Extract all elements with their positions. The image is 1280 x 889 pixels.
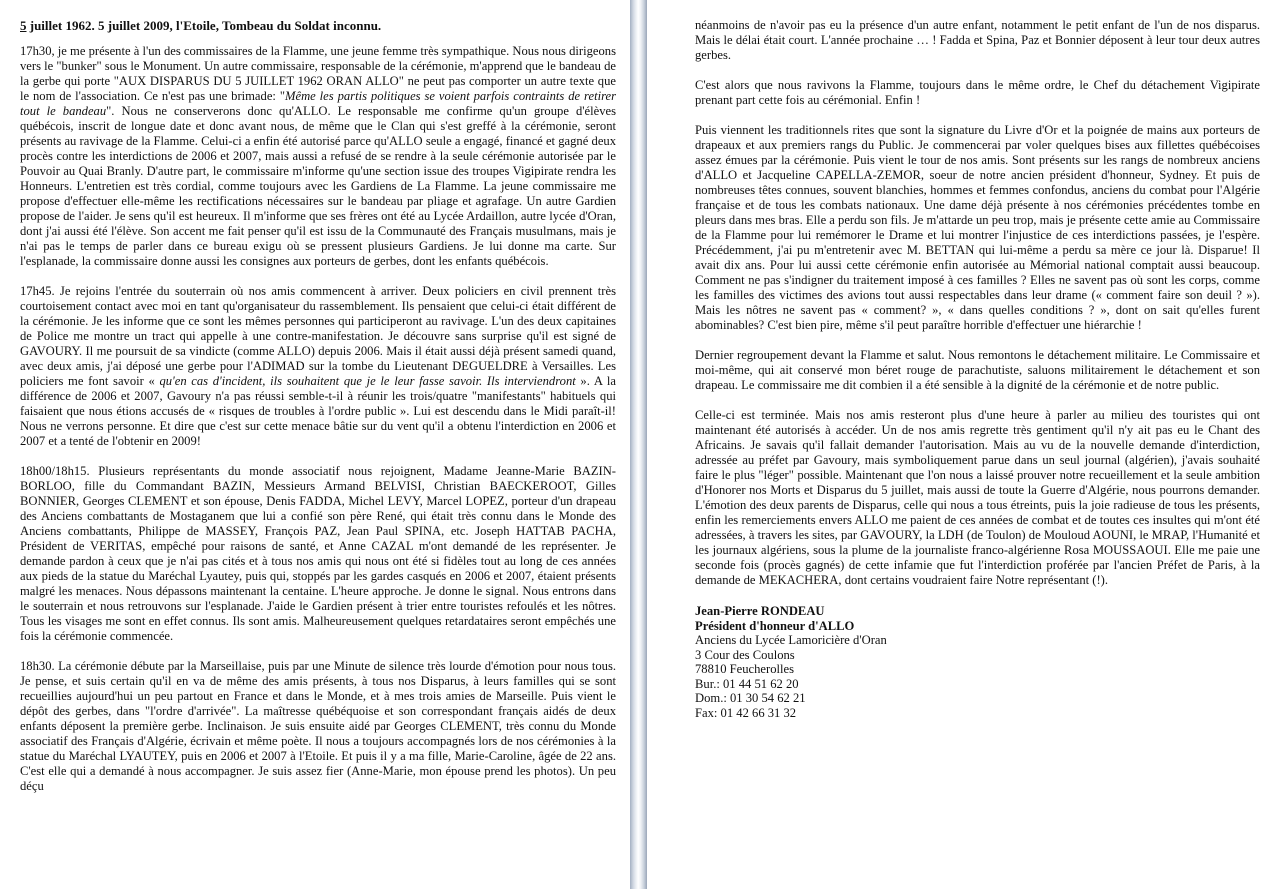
signature-line: 78810 Feucherolles bbox=[695, 662, 794, 676]
signature-line: Fax: 01 42 66 31 32 bbox=[695, 705, 797, 720]
left-paragraph-4 bbox=[20, 659, 616, 794]
italic-quote: qu'en cas d'incident, ils souhaitent que je le leur fasse savoir. Ils interviendront bbox=[159, 374, 576, 388]
signature-line: Bur.: 01 44 51 62 20 bbox=[695, 676, 799, 691]
paragraph-text: ». A la différence de 2006 et 2007, Gavoury n'a pas réussi semble-t-il à réunir les trois/quatre "manifestants" habituels qui faisaient que nous étions accusés de « risques de troubles à l'ordre public ». Lui est descendu dans le Midi paraît-il! Nous ne verrons personne. Et dire que c'est sur cette menace bâtie sur du vent qu'il a obtenu l'interdiction en 2006 et 2007 et a tenté de l'obtenir en 2009! bbox=[20, 374, 616, 448]
paragraph-text: Dernier regroupement devant la Flamme et salut. Nous remontons le détachement militaire. Le Commissaire et moi-même, qui ait conservé mon béret rouge de parachutiste, saluons militairement le détachement et son drapeau. Le commissaire me dit combien il a été sensible à la dignité de la cérémonie et de notre public. bbox=[695, 348, 1260, 392]
paragraph-text: 18h00/18h15. Plusieurs représentants du monde associatif nous rejoignent, Madame Jeanne-Marie BAZIN-BORLOO, fille du Commandant BAZIN, Messieurs Armand BELVISI, Christian BAECKEROOT, Gilles BONNIER, Georges CLEMENT et son épouse, Denis FADDA, Michel LEVY, Marcel LOPEZ, porteur d'un drapeau des Anciens combattants de Mostaganem que lui a confié son père René, qui était très connu dans le Monde des Anciens combattants, Philippe de MASSEY, François PAZ, Jean Paul SPINA, etc. Joseph HATTAB PACHA, Président de VERITAS, empêché pour raisons de santé, et Anne CAZAL m'ont demandé de les représenter. Je demande pardon à ceux que je n'ai pas cités et à tous nos amis qui nous ont été si fidèles tout au long de ces années aux pieds de la statue du Maréchal Lyautey, puis qui, stoppés par les gardes casqués en 2006 et 2007, étaient présents malgré les menaces. Nous dépassons maintenant la centaine. L'heure approche. Je donne le signal. Nous entrons dans le souterrain et nous retrouvons sur l'esplanade. J'aide le Gardien présent à trier entre touristes refoulés et les nôtres. Tous les visages me sont en effet connus. Ils sont amis. Malheureusement quelques retardataires seront empêchés une fois la cérémonie commencée. bbox=[20, 464, 616, 643]
paragraph-text: 17h30, je me présente à l'un des commissaires de la Flamme, une jeune femme très sympathique. Nous nous dirigeons vers le "bunker" sous le Monument. Un autre commissaire, responsable de la cérémonie, m'apprend que le bandeau de la gerbe qui porte "AUX DISPARUS DU 5 JUILLET 1962 ORAN ALLO" ne peut pas comporter un autre texte que le nom de l'association. Ce n'est pas une brimade: " bbox=[20, 44, 616, 103]
title-rest: juillet 1962. 5 juillet 2009, l'Etoile, Tombeau du Soldat inconnu. bbox=[26, 18, 382, 33]
document-title bbox=[20, 18, 616, 33]
paragraph-text: 17h45. Je rejoins l'entrée du souterrain où nos amis commencent à arriver. Deux policiers en civil prennent très courtoisement contact avec moi en tant qu'organisateur du rassemblement. Ils pensaient que celui-ci était différent de la cérémonie. Je les informe que ce sont les mêmes personnes qui participeront au ravivage. L'un des deux capitaines de Police me montre un tract qui appelle à une contre-manifestation. Je découvre sans surprise qu'il est signé de GAVOURY. Il me poursuit de sa vindicte (comme ALLO) depuis 2006. Mais il était aussi déjà présent samedi quand, avec deux amis, j'ai déposé une gerbe pour l'ADIMAD sur la tombe du Lieutenant DEGUELDRE à Versailles. Les policiers me font savoir « bbox=[20, 284, 616, 388]
left-page bbox=[0, 0, 630, 889]
right-paragraph-5 bbox=[695, 408, 1260, 588]
left-paragraph-3 bbox=[20, 464, 616, 644]
signature-name: Jean-Pierre RONDEAU bbox=[695, 604, 825, 618]
left-page-body bbox=[20, 44, 616, 794]
paragraph-text: ". Nous ne conserverons donc qu'ALLO. Le responsable me confirme qu'un groupe d'élèves québécois, inscrit de longue date et donc avant nous, de même que le Clan qui s'est greffé à la cérémonie, seront présents au ravivage de la Flamme. Celui-ci a enfin été autorisé parce qu'ALLO seule a engagé, financé et gagné deux procès contre les interdictions de 2006 et 2007, mais aussi a refusé de se rendre à la seule cérémonie autorisée par le Pouvoir au Quai Branly. D'autre part, le commissaire m'informe qu'une section issue des troupes Vigipirate rendra les Honneurs. L'entretien est très cordial, comme toujours avec les Gardiens de La Flamme. La jeune commissaire me propose d'effectuer elle-même les rectifications nécessaires sur le bandeau par pliage et agrafage. Un autre Gardien propose de l'aider. Je sens qu'il est heureux. Il m'informe que ses frères ont été au Lycée Ardaillon, autre lycée d'Oran, dont j'ai aussi été l'élève. Son accent me fait penser qu'il est issu de la Communauté des Français musulmans, mais je n'ai pas le temps de parler dans ce bureau exigu où se pressent plusieurs Gardiens. Je lui donne ma carte. Sur l'esplanade, la commissaire donne aussi les consignes aux porteurs de gerbes, dont les enfants québécois. bbox=[20, 104, 616, 268]
signature-line: Anciens du Lycée Lamoricière d'Oran bbox=[695, 633, 887, 647]
paragraph-text: C'est alors que nous ravivons la Flamme, toujours dans le même ordre, le Chef du détachement Vigipirate prenant part cette fois au cérémonial. Enfin ! bbox=[695, 78, 1260, 107]
left-paragraph-1 bbox=[20, 44, 616, 269]
right-paragraph-4 bbox=[695, 348, 1260, 393]
signature-role: Président d'honneur d'ALLO bbox=[695, 618, 855, 633]
left-paragraph-2 bbox=[20, 284, 616, 449]
signature-line: 3 Cour des Coulons bbox=[695, 647, 795, 662]
right-paragraph-3 bbox=[695, 123, 1260, 333]
right-page-body bbox=[695, 18, 1260, 588]
right-paragraph-1 bbox=[695, 18, 1260, 63]
signature-line: Dom.: 01 30 54 62 21 bbox=[695, 691, 806, 705]
title-first-char: 5 bbox=[20, 18, 27, 33]
paragraph-text: néanmoins de n'avoir pas eu la présence d'un autre enfant, notamment le petit enfant de l'un de nos disparus. Mais le délai était court. L'année prochaine … ! Fadda et Spina, Paz et Bonnier déposent à leur tour deux autres gerbes. bbox=[695, 18, 1260, 62]
right-page bbox=[647, 0, 1280, 889]
right-paragraph-2 bbox=[695, 78, 1260, 108]
page-divider bbox=[630, 0, 647, 889]
paragraph-text: Puis viennent les traditionnels rites que sont la signature du Livre d'Or et la poignée de mains aux porteurs de drapeaux et aux premiers rangs du Public. Je commencerai par voler quelques bises aux fillettes québécoises assez émues par la cérémonie. Puis vient le tour de nos amis. Sont présents sur les rangs de nombreux anciens d'ALLO et Jacqueline CAPELLA-ZEMOR, soeur de notre ancien président d'honneur, Sydney. Et puis de nombreuses têtes connues, souvent blanchies, hommes et femmes confondus, anciens du combat pour l'Algérie française et de tous les combats nationaux. Une dame déjà présente à nos cérémonies précédentes tombe en pleurs dans mes bras. Elle a perdu son fils. Je m'attarde un peu trop, mais je présente cette amie au Commissaire de la Flamme pour lui remémorer le Drame et lui montrer l'injustice de ces interdictions passées, je l'espère. Précédemment, j'ai pu m'entretenir avec M. BETTAN qui lui-même a perdu sa mère ce jour là. Disparue! Il avait dix ans. Pour lui aussi cette cérémonie enfin autorisée au Mémorial national comptait aussi beaucoup. Comment ne pas s'indigner du traitement imposé à ces familles ? Elles ne savent pas où sont les corps, comme les familles des victimes des avions tout aussi respectables dans leur drame (« comment faire son deuil ? »). Mais les nôtres ne savent pas « comment? », « dans quelles conditions ? », dont on sait qu'elles furent abominables? C'est bien pire, même s'il peut paraître horrible d'effectuer une hiérarchie ! bbox=[695, 123, 1260, 332]
paragraph-text: 18h30. La cérémonie débute par la Marseillaise, puis par une Minute de silence très lourde d'émotion pour nous tous. Je pense, et suis certain qu'il en va de même des amis présents, à tous nos Disparus, à leurs familles qui se sont recueillies aujourd'hui un peu partout en France et dans le Monde, et à mes trois amies de Marseille. Puis vient le dépôt des gerbes, dans "l'ordre d'arrivée". La maîtresse québéquoise et son correspondant français aidés de deux enfants déposent la première gerbe. Inclinaison. Je suis ensuite aidé par Georges CLEMENT, très connu du Monde associatif des Français d'Algérie, écrivain et même poète. Il nous a toujours accompagnés lors de nos cérémonies à la statue du Maréchal LYAUTEY, puis en 2006 et 2007 à l'Etoile. Et puis il y a ma fille, Marie-Caroline, âgée de 22 ans. C'est elle qui a demandé à nous accompagner. Je suis assez fier (Anne-Marie, mon épouse prend les photos). Un peu déçu bbox=[20, 659, 616, 793]
paragraph-text: Celle-ci est terminée. Mais nos amis resteront plus d'une heure à parler au milieu des touristes qui ont maintenant été autorisés à accéder. Un de nos amis regrette très gentiment qu'il n'y ait pas eu le Chant des Africains. Je savais qu'il fallait demander l'autorisation. Mais au vu de la nouvelle demande d'interdiction, adressée au préfet par Gavoury, mais symboliquement parue dans un seul journal (algérien), j'avais souhaité faire le plus "léger" possible. Maintenant que l'on nous a laissé prouver notre recueillement et la seule ambition d'Honorer nos Morts et Disparus du 5 juillet, mais aussi de toute la Guerre d'Algérie, nous pourrons demander. L'émotion des deux parents de Disparus, celle qui nous a tous étreints, puis la joie radieuse de tous les présents, enfin les remerciements envers ALLO me paient de ces années de combat et de toutes ces insultes qui m'ont été adressées, à travers les sites, par GAVOURY, la LDH (de Toulon) de Mouloud AOUNI, le MRAP, l'Humanité et les journaux algériens, sous la plume de la journaliste franco-algérienne Rosa MOUSSAOUI. Elle me paie une seconde fois (procès gagnés) de cette infamie que fut l'interdiction proférée par l'ancien Préfet de Paris, à la demande de MEKACHERA, dont certains voudraient faire Notre représentant (!). bbox=[695, 408, 1260, 587]
signature-block bbox=[695, 604, 1260, 720]
italic-quote: Même les partis politiques se voient parfois contraints de retirer tout le bandeau bbox=[20, 89, 616, 118]
